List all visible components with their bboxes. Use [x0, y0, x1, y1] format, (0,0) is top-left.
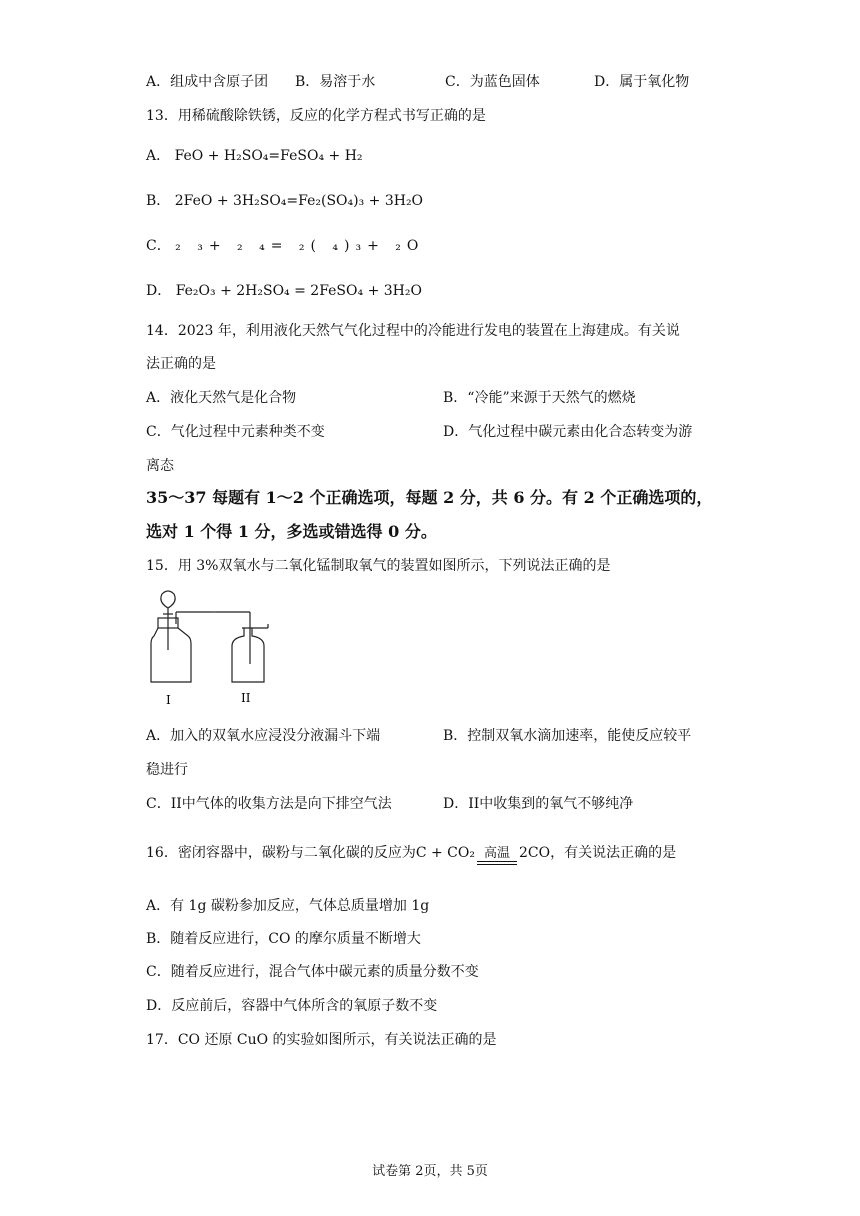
q15-option-a: A．加入的双氧水应浸没分液漏斗下端 [146, 728, 381, 744]
q12-option-c: C．为蓝色固体 [445, 74, 540, 90]
q15-option-d: D．II中收集到的氧气不够纯净 [443, 796, 634, 812]
q16-equals-bars [477, 861, 517, 865]
q16-stem-suffix: ，有关说法正确的是 [550, 845, 677, 861]
q13-option-c-label: C． [146, 238, 171, 254]
q12-option-a: A．组成中含原子团 [146, 74, 269, 90]
q16-stem-prefix: 16．密闭容器中，碳粉与二氧化碳的反应为 [146, 845, 416, 861]
q13-option-b-equation: 2FeO + 3H₂SO₄=Fe₂(SO₄)₃ + 3H₂O [174, 193, 424, 209]
q13-option-b [146, 191, 423, 211]
q14-option-d-line2: 离态 [146, 458, 174, 474]
q16-option-a: A．有 1g 碳粉参加反应，气体总质量增加 1g [146, 898, 430, 914]
q16-equation-right: 2CO [518, 845, 551, 861]
q14-stem-line1: 14．2023 年，利用液化天然气气化过程中的冷能进行发电的装置在上海建成。有关说 [146, 323, 680, 339]
q14-option-b: B．“冷能”来源于天然气的燃烧 [443, 390, 636, 406]
q12-option-d: D．属于氧化物 [594, 74, 690, 90]
q13-option-c-equation: ₂ ₃+ ₂ ₄= ₂( ₄)₃+ ₂O [175, 238, 425, 254]
q12-option-b: B．易溶于水 [295, 74, 376, 90]
q16-reaction-arrow [477, 847, 517, 865]
q15-option-b-line2: 稳进行 [146, 762, 188, 778]
q13-stem: 13．用稀硫酸除铁锈，反应的化学方程式书写正确的是 [146, 108, 486, 124]
q14-option-a: A．液化天然气是化合物 [146, 390, 297, 406]
q16-stem [146, 836, 676, 870]
q14-option-c: C．气化过程中元素种类不变 [146, 424, 325, 440]
q13-option-a-equation: FeO + H₂SO₄=FeSO₄ + H₂ [174, 148, 363, 164]
q13-option-a-label: A． [146, 148, 171, 164]
section-instruction-line2: 选对 1 个得 1 分，多选或错选得 0 分。 [146, 522, 437, 541]
q13-option-d [146, 281, 422, 301]
q14-option-d-line1: D．气化过程中碳元素由化合态转变为游 [443, 424, 693, 440]
q15-stem: 15．用 3%双氧水与二氧化锰制取氧气的装置如图所示，下列说法正确的是 [146, 558, 611, 574]
q17-stem: 17．CO 还原 CuO 的实验如图所示，有关说法正确的是 [146, 1032, 497, 1048]
q13-option-a [146, 146, 363, 166]
q16-option-c: C．随着反应进行，混合气体中碳元素的质量分数不变 [146, 964, 479, 980]
section-instruction-line1: 35～37 每题有 1～2 个正确选项，每题 2 分，共 6 分。有 2 个正确选项的， [146, 488, 713, 507]
q16-option-b: B．随着反应进行，CO 的摩尔质量不断增大 [146, 931, 421, 947]
q16-option-d: D．反应前后，容器中气体所含的氧原子数不变 [146, 998, 438, 1014]
q13-option-c [146, 236, 424, 256]
q16-condition: 高温 [483, 846, 510, 861]
q16-equation-left: C + CO₂ [415, 845, 475, 861]
q15-apparatus-figure [146, 590, 276, 710]
q15-option-b-line1: B．控制双氧水滴加速率，能使反应较平 [443, 728, 692, 744]
q15-label-ii: II [241, 691, 251, 705]
q13-option-d-label: D． [146, 283, 172, 299]
q13-option-b-label: B． [146, 193, 171, 209]
q14-stem-line2: 法正确的是 [146, 356, 216, 372]
q15-label-i: I [166, 693, 171, 707]
page-footer: 试卷第 2页，共 5页 [372, 1164, 488, 1179]
q15-option-c: C．II中气体的收集方法是向下排空气法 [146, 796, 392, 812]
q13-option-d-equation: Fe₂O₃ + 2H₂SO₄ = 2FeSO₄ + 3H₂O [175, 283, 422, 299]
